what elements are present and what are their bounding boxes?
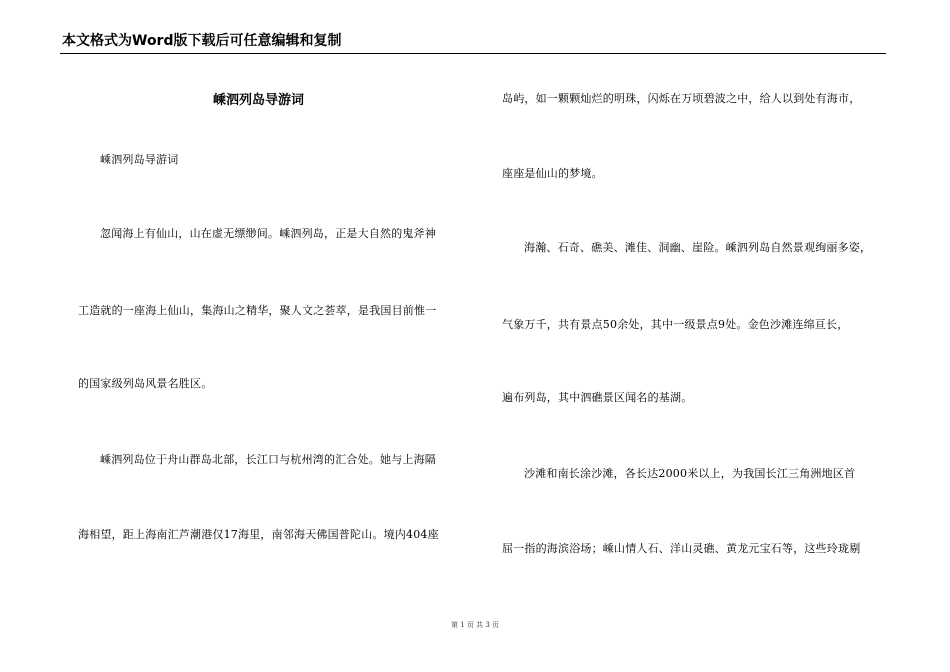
right-column xyxy=(502,0,892,620)
paragraph-line: 忽闻海上有仙山，山在虚无缥缈间。嵊泗列岛，正是大自然的鬼斧神 xyxy=(100,227,436,240)
paragraph-line: 座座是仙山的梦境。 xyxy=(502,167,603,180)
paragraph-line: 屈一指的海滨浴场；嵊山情人石、洋山灵礁、黄龙元宝石等，这些玲珑剔 xyxy=(502,542,861,555)
page-number-footer: 第 1 页 共 3 页 xyxy=(450,621,500,629)
paragraph-line: 嵊泗列岛位于舟山群岛北部，长江口与杭州湾的汇合处。她与上海隔 xyxy=(100,453,436,466)
header-banner: 本文格式为Word版下载后可任意编辑和复制 xyxy=(62,33,342,49)
paragraph-line: 海相望，距上海南汇芦潮港仅17海里，南邻海天佛国普陀山。境内404座 xyxy=(78,528,439,541)
paragraph-line: 海瀚、石奇、礁美、滩佳、洞幽、崖险。嵊泗列岛自然景观绚丽多姿， xyxy=(524,241,872,254)
paragraph-line: 沙滩和南长涂沙滩，各长达2000米以上，为我国长江三角洲地区首 xyxy=(524,467,856,480)
paragraph-line: 工造就的一座海上仙山，集海山之精华，聚人文之荟萃，是我国目前惟一 xyxy=(78,304,437,317)
paragraph-line: 气象万千，共有景点50余处，其中一级景点9处。金色沙滩连绵亘长， xyxy=(502,318,849,331)
paragraph-line: 的国家级列岛风景名胜区。 xyxy=(78,377,213,390)
document-title: 嵊泗列岛导游词 xyxy=(213,93,305,108)
paragraph-line: 嵊泗列岛导游词 xyxy=(100,153,179,166)
paragraph-line: 遍布列岛，其中泗礁景区闻名的基湖。 xyxy=(502,391,693,404)
left-column xyxy=(78,0,466,620)
paragraph-line: 岛屿，如一颗颗灿烂的明珠，闪烁在万顷碧波之中，给人以到处有海市， xyxy=(502,92,861,105)
